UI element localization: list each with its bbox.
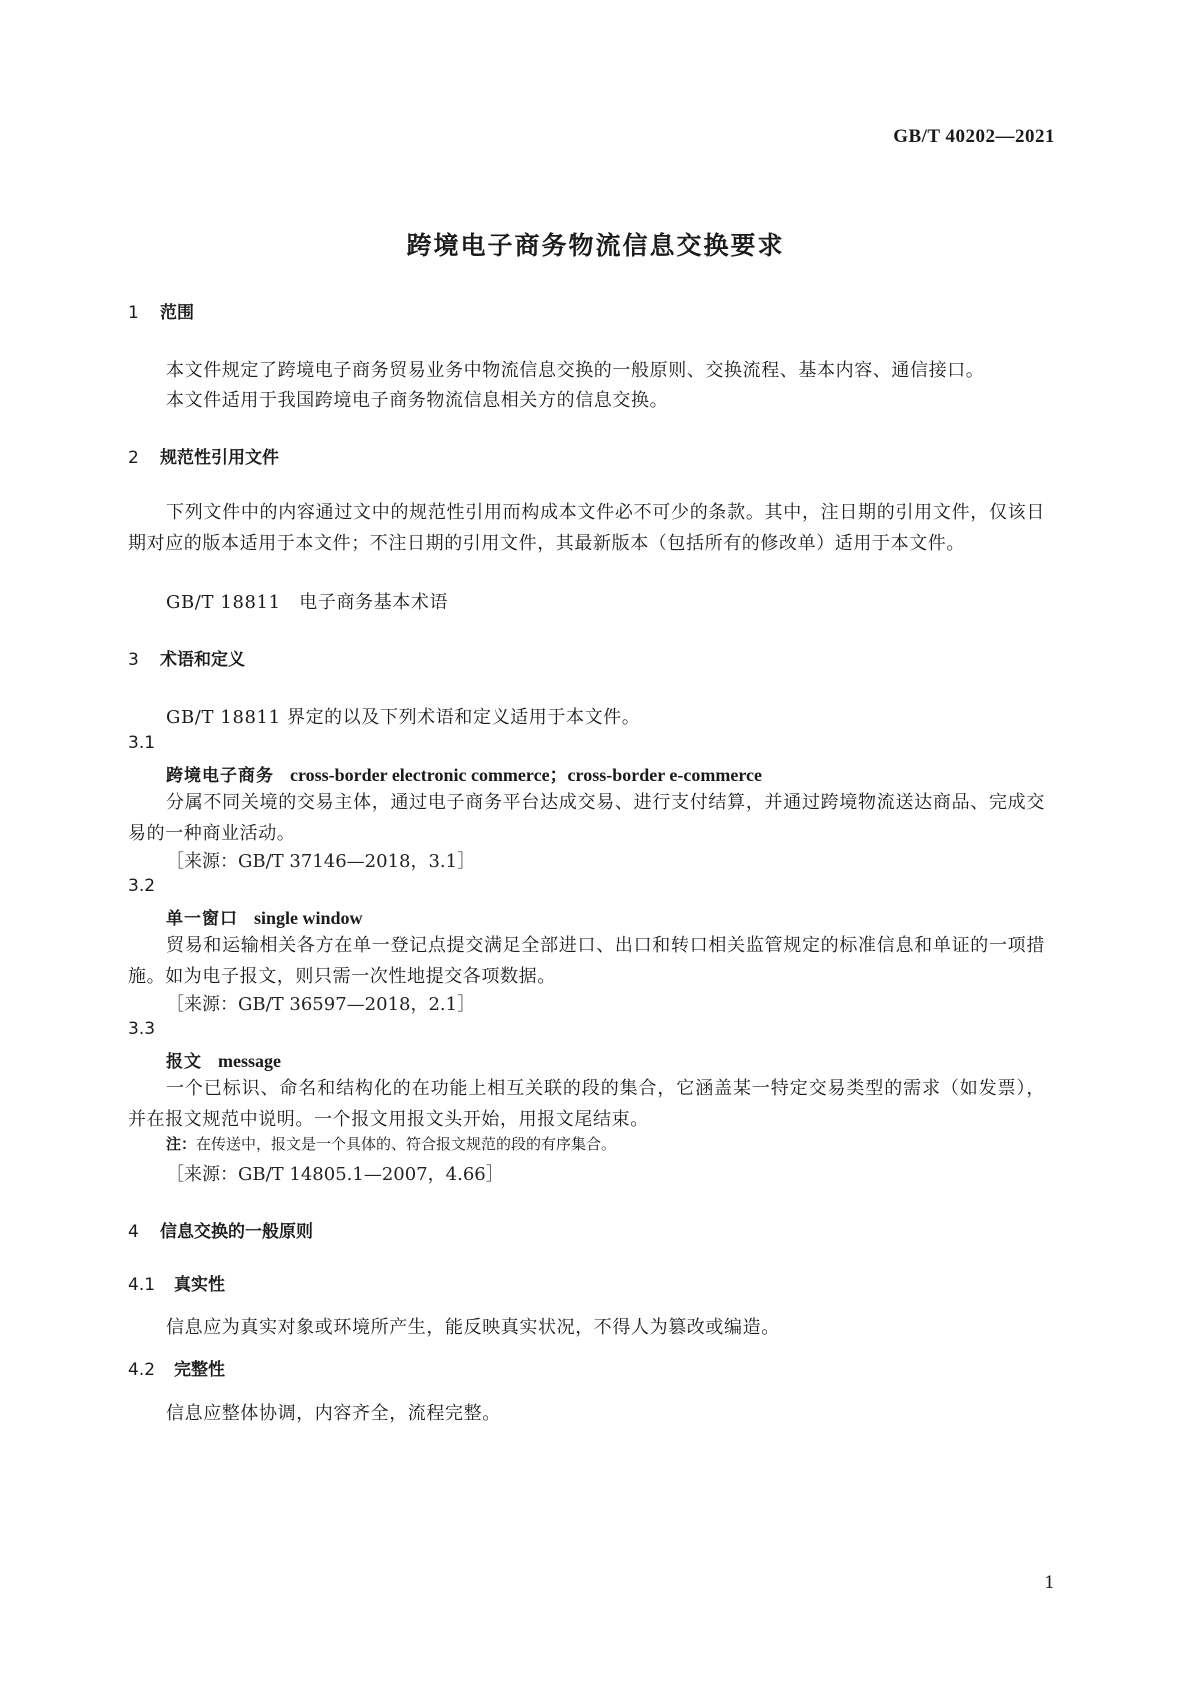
term-number: 3.3 — [128, 1019, 156, 1039]
term-english: single window — [254, 908, 363, 928]
term-chinese: 报文 — [166, 1052, 202, 1072]
term-english: cross-border electronic commerce；cross-border e-commerce — [290, 765, 762, 785]
section-1-heading — [128, 298, 194, 323]
section-2-paragraph: 下列文件中的内容通过文中的规范性引用而构成本文件必不可少的条款。其中，注日期的引用文件，仅该日期对应的版本适用于本文件；不注日期的引用文件，其最新版本（包括所有的修改单）适用于本文件。 — [128, 502, 1045, 554]
term-definition: 分属不同关境的交易主体，通过电子商务平台达成交易、进行支付结算，并通过跨境物流送达商品、完成交易的一种商业活动。 — [128, 792, 1045, 844]
subsection-title: 完整性 — [174, 1360, 225, 1380]
term-number: 3.1 — [128, 733, 156, 753]
section-title: 术语和定义 — [160, 650, 245, 670]
section-4-heading — [128, 1217, 313, 1242]
term-entry — [166, 904, 363, 929]
term-note — [166, 1133, 616, 1154]
subsection-4-2-heading — [128, 1355, 225, 1380]
page-number: 1 — [1044, 1573, 1055, 1593]
section-number: 3 — [128, 650, 139, 670]
section-2-heading — [128, 443, 279, 468]
section-number: 1 — [128, 303, 139, 323]
section-number: 2 — [128, 448, 139, 468]
subsection-4-2-paragraph: 信息应整体协调，内容齐全，流程完整。 — [166, 1403, 501, 1424]
term-definition: 贸易和运输相关各方在单一登记点提交满足全部进口、出口和转口相关监管规定的标准信息和单证的一项措施。如为电子报文，则只需一次性地提交各项数据。 — [128, 935, 1045, 987]
subsection-title: 真实性 — [174, 1275, 225, 1295]
subsection-number: 4.2 — [128, 1360, 156, 1380]
term-definition: 一个已标识、命名和结构化的在功能上相互关联的段的集合，它涵盖某一特定交易类型的需求（如发票），并在报文规范中说明。一个报文用报文头开始，用报文尾结束。 — [128, 1078, 1045, 1130]
standard-code: GB/T 40202—2021 — [893, 126, 1055, 147]
term-source: ［来源：GB/T 14805.1—2007，4.66］ — [166, 1164, 504, 1185]
term-english: message — [218, 1051, 281, 1071]
section-1-paragraph-1: 本文件规定了跨境电子商务贸易业务中物流信息交换的一般原则、交换流程、基本内容、通信接口。 — [166, 360, 985, 381]
normative-reference: GB/T 18811 电子商务基本术语 — [166, 592, 449, 613]
document-title: 跨境电子商务物流信息交换要求 — [406, 231, 785, 260]
term-entry — [166, 1047, 281, 1072]
section-title: 信息交换的一般原则 — [160, 1222, 313, 1242]
section-title: 范围 — [160, 303, 194, 323]
term-source: ［来源：GB/T 37146—2018，3.1］ — [166, 851, 476, 872]
section-title: 规范性引用文件 — [160, 448, 279, 468]
term-chinese: 跨境电子商务 — [166, 766, 274, 786]
section-1-paragraph-2: 本文件适用于我国跨境电子商务物流信息相关方的信息交换。 — [166, 390, 669, 411]
section-number: 4 — [128, 1222, 139, 1242]
section-3-heading — [128, 645, 245, 670]
note-label: 注： — [166, 1135, 197, 1153]
term-chinese: 单一窗口 — [166, 909, 238, 929]
section-3-intro: GB/T 18811 界定的以及下列术语和定义适用于本文件。 — [166, 707, 641, 728]
subsection-4-1-paragraph: 信息应为真实对象或环境所产生，能反映真实状况，不得人为篡改或编造。 — [166, 1317, 780, 1338]
term-number: 3.2 — [128, 876, 156, 896]
term-source: ［来源：GB/T 36597—2018，2.1］ — [166, 994, 476, 1015]
subsection-number: 4.1 — [128, 1275, 156, 1295]
note-text: 在传送中，报文是一个具体的、符合报文规范的段的有序集合。 — [196, 1135, 617, 1153]
term-entry — [166, 761, 762, 787]
subsection-4-1-heading — [128, 1270, 225, 1295]
